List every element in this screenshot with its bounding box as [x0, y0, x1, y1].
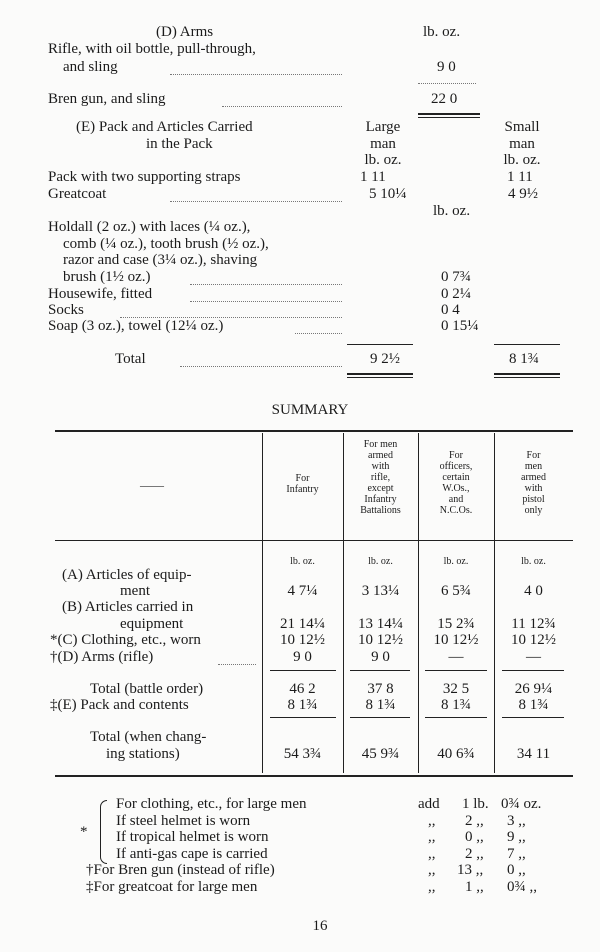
footnote-star: *: [80, 824, 88, 840]
housewife-value: 0 2¼: [441, 286, 471, 302]
rifle-label-cont: and sling: [63, 59, 118, 75]
footnote-add: ,,: [428, 829, 436, 845]
double-rule: [347, 373, 413, 375]
pack-large: 1 11: [360, 169, 386, 185]
col-head-officers: For officers, certain W.Os., and N.C.Os.: [439, 450, 473, 516]
holdall-label: Holdall (2 oz.) with laces (¼ oz.),: [48, 219, 251, 235]
holdall-label-cont: comb (¼ oz.), tooth brush (½ oz.),: [63, 236, 269, 252]
rule: [350, 670, 410, 671]
table-cell: 6 5¾: [441, 583, 471, 599]
greatcoat-small: 4 9½: [508, 186, 538, 202]
col-head-rifle: For men armed with rifle, except Infantry Battalions: [360, 439, 401, 516]
rule: [350, 717, 410, 718]
housewife-label: Housewife, fitted: [48, 286, 153, 302]
table-cell: 13 14¼: [358, 616, 403, 632]
large-man-unit: lb. oz.: [364, 152, 402, 168]
holdall-label-cont: brush (1½ oz.): [63, 269, 151, 285]
table-cell: 45 9¾: [361, 746, 400, 762]
footnote-lb: 2 ,,: [465, 846, 484, 862]
row-label: ‡(E) Pack and contents: [50, 697, 189, 713]
section-d-unit: lb. oz.: [423, 24, 461, 40]
greatcoat-large: 5 10¼: [369, 186, 407, 202]
table-cell: 37 8: [367, 681, 394, 697]
greatcoat-label: Greatcoat: [48, 186, 107, 202]
rule: [425, 717, 487, 718]
footnote-add: ,,: [428, 862, 436, 878]
summary-title: SUMMARY: [271, 402, 349, 418]
large-man-heading: Large: [365, 119, 401, 135]
double-rule: [418, 113, 480, 115]
rule: [270, 670, 336, 671]
row-label: (A) Articles of equip-: [62, 567, 192, 583]
table-cell: 9 0: [371, 649, 390, 665]
dot-leader: [222, 106, 342, 107]
table-top-rule: [55, 430, 573, 432]
table-bottom-rule: [55, 775, 573, 777]
col-head-pistol: For men armed with pistol only: [521, 450, 546, 516]
holdall-value: 0 7¾: [441, 269, 471, 285]
footnote-text: †For Bren gun (instead of rifle): [86, 862, 275, 878]
footnote-add: ,,: [428, 813, 436, 829]
table-cell: 11 12¾: [511, 616, 556, 632]
footnote-lb: 0 ,,: [465, 829, 484, 845]
section-e-heading: (E) Pack and Articles Carried: [76, 119, 253, 135]
table-cell: 4 0: [524, 583, 543, 599]
total-label: Total: [115, 351, 146, 367]
table-cell: —: [526, 649, 541, 665]
table-cell: 8 1¾: [287, 697, 318, 713]
rule: [494, 344, 560, 345]
table-cell: 8 1¾: [441, 697, 471, 713]
col-head-infantry: For Infantry: [286, 473, 319, 495]
footnote-oz: 7 ,,: [507, 846, 526, 862]
rule: [425, 670, 487, 671]
footnote-oz: 0 ,,: [507, 862, 526, 878]
table-cell: 46 2: [289, 681, 316, 697]
table-cell: 26 9¼: [514, 681, 553, 697]
socks-value: 0 4: [441, 302, 460, 318]
pack-items-unit: lb. oz.: [433, 203, 471, 219]
footnote-lb: 1 lb.: [462, 796, 489, 812]
table-cell: 4 7¼: [287, 583, 318, 599]
table-cell: 34 11: [516, 746, 551, 762]
small-man-unit: lb. oz.: [503, 152, 541, 168]
table-cell: —: [448, 649, 464, 665]
table-cell: 10 12½: [280, 632, 325, 648]
small-man-heading: Small: [504, 119, 540, 135]
table-cell: 10 12½: [433, 632, 479, 648]
table-cell: 10 12½: [358, 632, 403, 648]
page-number: 16: [312, 918, 328, 934]
unit-cell: lb. oz.: [290, 556, 315, 567]
section-d-heading: (D) Arms: [156, 24, 214, 40]
double-rule: [418, 117, 480, 118]
rule: [347, 344, 413, 345]
double-rule: [347, 377, 413, 378]
table-cell: 9 0: [293, 649, 312, 665]
row-label: *(C) Clothing, etc., worn: [50, 632, 201, 648]
dot-leader: [190, 301, 342, 302]
footnote-oz: 9 ,,: [507, 829, 526, 845]
footnote-oz: 0¾ ,,: [507, 879, 537, 895]
holdall-label-cont: razor and case (3¼ oz.), shaving: [63, 252, 258, 268]
socks-label: Socks: [48, 302, 84, 318]
dot-leader: [418, 83, 476, 84]
table-cell: 40 6¾: [437, 746, 475, 762]
rule: [502, 717, 564, 718]
pack-small: 1 11: [507, 169, 533, 185]
footnote-lb: 13 ,,: [457, 862, 484, 878]
row-label: †(D) Arms (rifle): [50, 649, 154, 665]
footnote-add: ,,: [428, 879, 436, 895]
stub-dash: ——: [140, 478, 164, 492]
total-large: 9 2½: [370, 351, 400, 367]
footnote-text: ‡For greatcoat for large men: [86, 879, 258, 895]
row-label: Total (when chang-: [90, 729, 207, 745]
footnote-add: add: [418, 796, 440, 812]
footnote-add: ,,: [428, 846, 436, 862]
dot-leader: [190, 284, 342, 285]
dot-leader: [295, 333, 342, 334]
table-cell: 8 1¾: [365, 697, 396, 713]
table-cell: 15 2¾: [437, 616, 475, 632]
double-rule: [494, 377, 560, 378]
row-label-cont: equipment: [120, 616, 184, 632]
row-label: Total (battle order): [90, 681, 204, 697]
footnote-oz: 3 ,,: [507, 813, 526, 829]
footnote-lb: 2 ,,: [465, 813, 484, 829]
rule: [502, 670, 564, 671]
footnote-text: If tropical helmet is worn: [116, 829, 269, 845]
total-small: 8 1¾: [509, 351, 539, 367]
section-e-heading-cont: in the Pack: [146, 136, 213, 152]
dot-leader: [170, 201, 342, 202]
unit-cell: lb. oz.: [368, 556, 393, 567]
table-cell: 32 5: [442, 681, 470, 697]
dot-leader: [218, 664, 256, 665]
row-label: (B) Articles carried in: [62, 599, 194, 615]
rifle-value: 9 0: [437, 59, 456, 75]
soap-value: 0 15¼: [441, 318, 479, 334]
footnote-text: If anti-gas cape is carried: [116, 846, 268, 862]
unit-cell: lb. oz.: [521, 556, 546, 567]
dot-leader: [170, 74, 342, 75]
bren-value: 22 0: [431, 91, 458, 107]
table-cell: 54 3¾: [283, 746, 322, 762]
table-cell: 8 1¾: [518, 697, 549, 713]
pack-label: Pack with two supporting straps: [48, 169, 241, 185]
row-label-cont: ment: [120, 583, 150, 599]
footnote-lb: 1 ,,: [465, 879, 484, 895]
table-cell: 3 13¼: [361, 583, 400, 599]
rule: [270, 717, 336, 718]
header-rule: [55, 540, 573, 541]
unit-cell: lb. oz.: [443, 556, 469, 567]
bren-label: Bren gun, and sling: [48, 91, 166, 107]
soap-label: Soap (3 oz.), towel (12¼ oz.): [48, 318, 224, 334]
large-man-heading-cont: man: [370, 136, 396, 152]
footnote-oz: 0¾ oz.: [501, 796, 542, 812]
dot-leader: [180, 366, 342, 367]
footnote-text: For clothing, etc., for large men: [116, 796, 307, 812]
row-label-cont: ing stations): [106, 746, 180, 762]
brace: [100, 800, 107, 864]
double-rule: [494, 373, 560, 375]
rifle-label: Rifle, with oil bottle, pull-through,: [48, 41, 256, 57]
table-cell: 10 12½: [511, 632, 556, 648]
small-man-heading-cont: man: [509, 136, 535, 152]
table-cell: 21 14¼: [280, 616, 325, 632]
footnote-text: If steel helmet is worn: [116, 813, 251, 829]
